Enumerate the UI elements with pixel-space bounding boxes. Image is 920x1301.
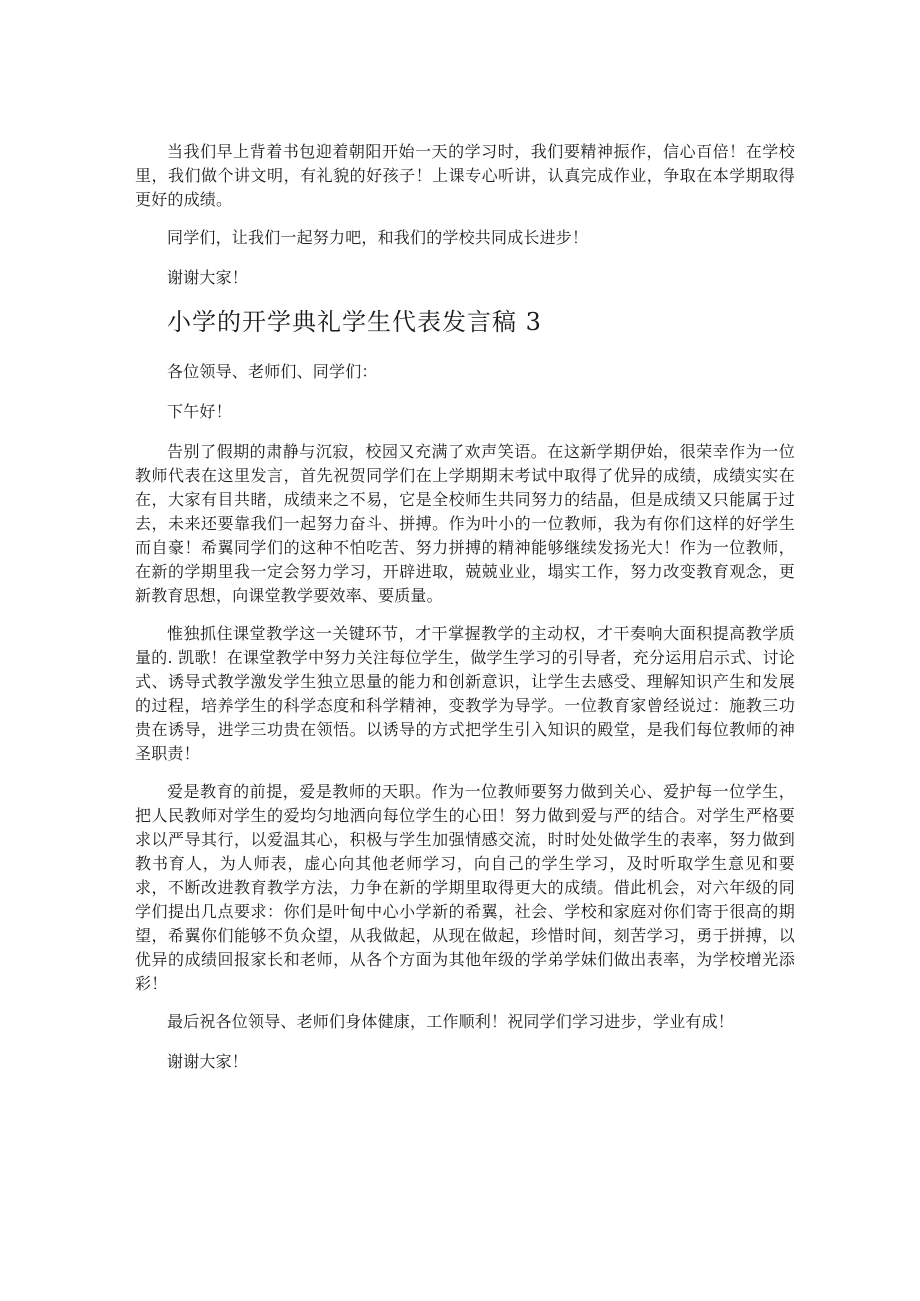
document-body [135, 140, 795, 1090]
closing-thanks: 谢谢大家！ [167, 1052, 249, 1071]
body-paragraph-3: 爱是教育的前提，爱是教师的天职。作为一位教师要努力做到关心、爱护每一位学生，把人民教师对学生的爱均匀地洒向每位学生的心田！努力做到爱与严的结合。对学生严格要求以严导其行，以爱温其心，积极与学生加强情感交流，时时处处做学生的表率，努力做到教书育人，为人师表，虚心向其他老师学习，向自己的学生学习，及时听取学生意见和要求，不断改进教育教学方法，力争在新的学期里取得更大的成绩。借此机会，对六年级的同学们提出几点要求：你们是叶甸中心小学新的希翼，社会、学校和家庭对你们寄于很高的期望，希翼你们能够不负众望，从我做起，从现在做起，珍惜时间，刻苦学习，勇于拼搏，以优异的成绩回报家长和老师，从各个方面为其他年级的学弟学妹们做出表率，为学校增光添彩！ [135, 782, 795, 993]
closing-wishes: 最后祝各位领导、老师们身体健康，工作顺利！祝同学们学习进步，学业有成！ [167, 1012, 735, 1031]
intro-closing: 谢谢大家！ [167, 268, 249, 287]
section-title: 小学的开学典礼学生代表发言稿 3 [167, 308, 542, 336]
body-paragraph-2: 惟独抓住课堂教学这一关键环节，才干掌握教学的主动权，才干奏响大面积提高教学质量的. 凯歌！在课堂教学中努力关注每位学生，做学生学习的引导者，充分运用启示式、讨论式、诱导式教学激发学生独立思量的能力和创新意识，让学生去感受、理解知识产生和发展的过程，培养学生的科学态度和科学精神，变教学为导学。一位教育家曾经说过：施教三功贵在诱导，进学三功贵在领悟。以诱导的方式把学生引入知识的殿堂，是我们每位教师的神圣职责！ [135, 624, 795, 763]
intro-paragraph-1: 当我们早上背着书包迎着朝阳开始一天的学习时，我们要精神振作，信心百倍！在学校里，我们做个讲文明，有礼貌的好孩子！上课专心听讲，认真完成作业，争取在本学期取得更好的成绩。 [135, 142, 795, 209]
body-paragraph-1: 告别了假期的肃静与沉寂，校园又充满了欢声笑语。在这新学期伊始，很荣幸作为一位教师代表在这里发言，首先祝贺同学们在上学期期末考试中取得了优异的成绩，成绩实实在在，大家有目共睹，成绩来之不易，它是全校师生共同努力的结晶，但是成绩又只能属于过去，未来还要靠我们一起努力奋斗、拼搏。作为叶小的一位教师，我为有你们这样的好学生而自豪！希翼同学们的这种不怕吃苦、努力拼搏的精神能够继续发扬光大！作为一位教师，在新的学期里我一定会努力学习，开辟进取，兢兢业业，塌实工作，努力改变教育观念，更新教育思想，向课堂教学要效率、要质量。 [135, 442, 795, 605]
salutation: 各位领导、老师们、同学们： [167, 362, 378, 381]
greeting: 下午好！ [167, 402, 232, 421]
intro-paragraph-2: 同学们，让我们一起努力吧，和我们的学校共同成长进步！ [167, 228, 589, 247]
